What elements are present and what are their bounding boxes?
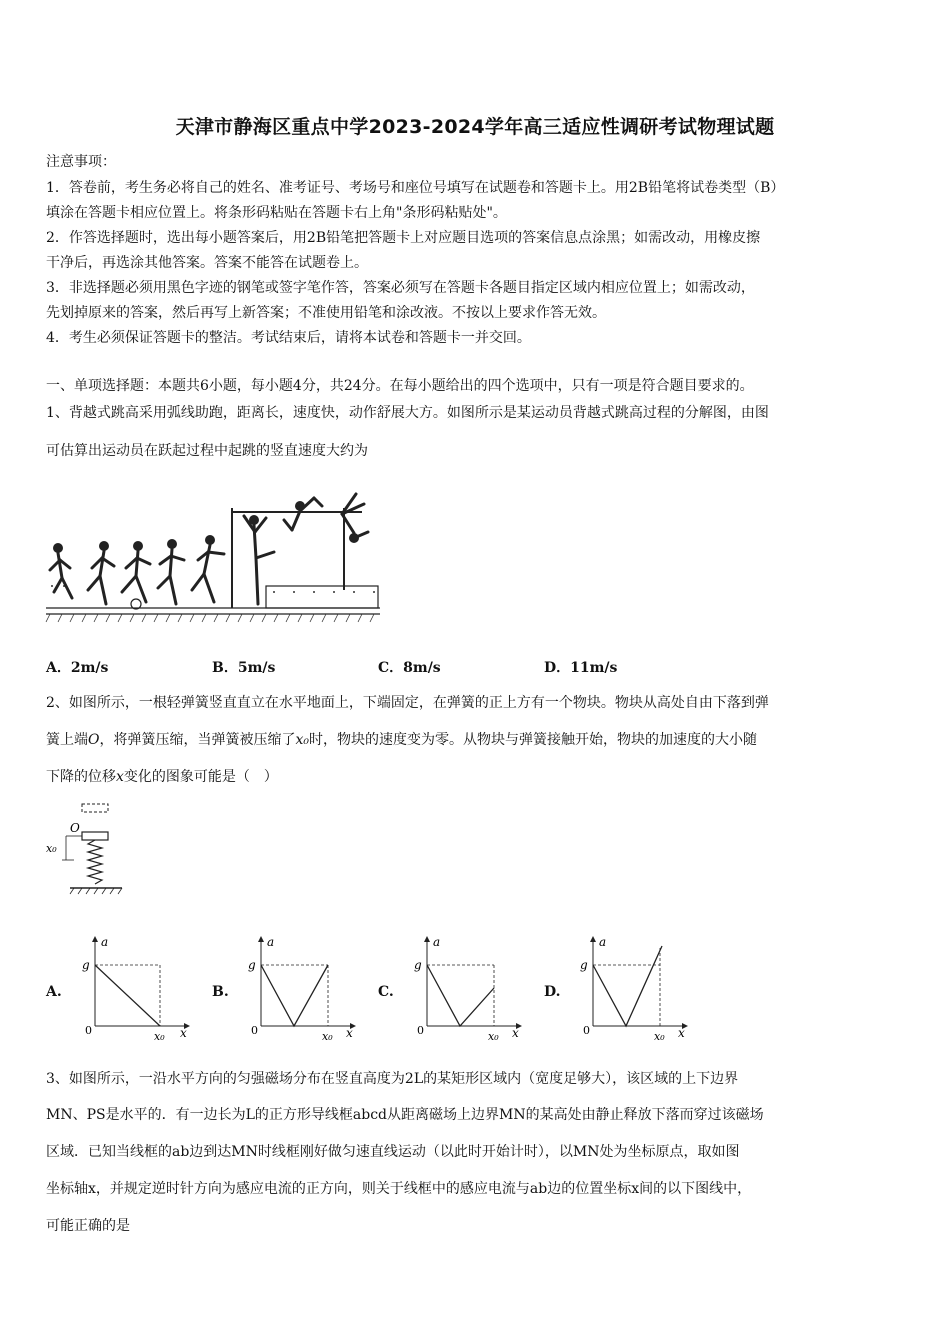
label-o: O	[70, 821, 80, 835]
graph-c	[412, 930, 527, 1045]
landing-mat	[266, 586, 378, 608]
q2-text-seg: 簧上端	[46, 732, 88, 748]
question-1-line-2: 可估算出运动员在跃起过程中起跳的竖直速度大约为	[46, 443, 368, 459]
graph-label-b[interactable]: B.	[212, 984, 229, 1000]
question-1-line-1: 1、背越式跳高采用弧线助跑，距离长，速度快，动作舒展大方。如图所示是某运动员背越式跳高过程的分解图，由图	[46, 405, 769, 421]
page-title: 天津市静海区重点中学2023-2024学年高三适应性调研考试物理试题	[175, 116, 775, 138]
tick-label-g: g	[248, 958, 256, 972]
ground-hatch	[46, 614, 374, 622]
q2-text-seg: 下降的位移	[46, 769, 116, 785]
spring-coil-icon	[88, 840, 102, 884]
graph-label-c[interactable]: C.	[378, 984, 394, 1000]
acceleration-curve	[95, 965, 160, 1026]
question-3-line-5: 可能正确的是	[46, 1218, 130, 1234]
q2-text-seg: ，将弹簧压缩，当弹簧被压缩了	[99, 732, 296, 748]
notice-line-2: 填涂在答题卡相应位置上。将条形码粘贴在答题卡右上角"条形码粘贴处"。	[46, 205, 507, 221]
q2-symbol-x: x	[116, 769, 124, 785]
graph-label-a[interactable]: A.	[46, 984, 62, 1000]
notice-line-4: 干净后，再选涂其他答案。答案不能答在试题卷上。	[46, 255, 368, 271]
notice-line-3: 2．作答选择题时，选出每小题答案后，用2B铅笔把答题卡上对应题目选项的答案信息点涂黑；如需改动，用橡皮擦	[46, 230, 761, 246]
graph-a	[80, 930, 195, 1045]
axis-label-x: x	[346, 1026, 353, 1040]
notice-line-1: 1．答卷前，考生务必将自己的姓名、准考证号、考场号和座位号填写在试题卷和答题卡上。用2B铅笔将试卷类型（B）	[46, 180, 785, 196]
graph-label-d[interactable]: D.	[544, 984, 561, 1000]
graph-d	[578, 930, 693, 1045]
axis-label-x: x	[678, 1026, 685, 1040]
athlete-sequence	[50, 494, 368, 604]
notice-line-6: 先划掉原来的答案，然后再写上新答案；不准使用铅笔和涂改液。不按以上要求作答无效。	[46, 305, 606, 321]
spring-figure	[44, 800, 134, 896]
tick-label-g: g	[580, 958, 588, 972]
graph-b	[246, 930, 361, 1045]
athlete-pose-2	[88, 541, 114, 604]
q1-option-b[interactable]: B．5m/s	[212, 660, 276, 676]
athlete-pose-7	[284, 498, 322, 530]
q1-option-a[interactable]: A．2m/s	[46, 660, 109, 676]
axis-label-a: a	[101, 935, 109, 949]
y-axis-arrow-icon	[590, 936, 596, 942]
q1-option-c[interactable]: C．8m/s	[378, 660, 441, 676]
athlete-pose-4	[158, 539, 184, 604]
question-3-line-2: MN、PS是水平的．有一边长为L的正方形导线框abcd从距离磁场上边界MN的某高处由静止释放下落而穿过该磁场	[46, 1107, 764, 1123]
q2-text-seg: 变化的图象可能是（ ）	[123, 769, 278, 785]
question-3-line-3: 区域．已知当线框的ab边到达MN时线框刚好做匀速直线运动（以此时开始计时），以MN处为坐标原点，取如图	[46, 1144, 740, 1160]
axis-label-x: x	[512, 1026, 519, 1040]
question-2-line-3	[46, 767, 916, 787]
acceleration-curve	[427, 965, 494, 1026]
tick-label-x0: x₀	[154, 1030, 165, 1043]
axis-label-a: a	[433, 935, 441, 949]
y-axis-arrow-icon	[258, 936, 264, 942]
axis-label-a: a	[267, 935, 275, 949]
athlete-pose-1	[50, 543, 72, 598]
question-2-line-1: 2、如图所示，一根轻弹簧竖直直立在水平地面上，下端固定，在弹簧的正上方有一个物块。物块从高处自由下落到弹	[46, 695, 769, 711]
athlete-pose-8	[342, 494, 368, 543]
tick-label-x0: x₀	[322, 1030, 333, 1043]
notice-line-7: 4．考生必须保证答题卡的整洁。考试结束后，请将本试卷和答题卡一并交回。	[46, 330, 531, 346]
athlete-pose-6	[244, 515, 274, 604]
tick-label-g: g	[414, 958, 422, 972]
acceleration-curve	[261, 965, 328, 1026]
q2-text-seg: 时，物块的速度变为零。从物块与弹簧接触开始，物块的加速度的大小随	[309, 732, 757, 748]
origin-label: 0	[85, 1024, 92, 1037]
question-3-line-4: 坐标轴x，并规定逆时针方向为感应电流的正方向，则关于线框中的感应电流与ab边的位置坐标x间的以下图线中，	[46, 1181, 752, 1197]
y-axis-arrow-icon	[424, 936, 430, 942]
ground-line	[46, 608, 380, 614]
q2-point-o: O	[88, 732, 100, 748]
floor-hatch	[70, 888, 122, 894]
spring-top-plate	[82, 832, 108, 840]
notice-line-5: 3．非选择题必须用黑色字迹的钢笔或签字笔作答，答案必须写在答题卡各题目指定区域内相应位置上；如需改动，	[46, 280, 755, 296]
y-axis-arrow-icon	[92, 936, 98, 942]
question-3-line-1: 3、如图所示，一沿水平方向的匀强磁场分布在竖直高度为2L的某矩形区域内（宽度足够大），该区域的上下边界	[46, 1071, 739, 1087]
athlete-pose-5	[192, 535, 224, 602]
axis-label-x: x	[180, 1026, 187, 1040]
q1-option-d[interactable]: D．11m/s	[544, 660, 618, 676]
label-x0: x₀	[46, 842, 57, 855]
tick-label-x0: x₀	[654, 1030, 665, 1043]
origin-label: 0	[417, 1024, 424, 1037]
high-jump-figure	[44, 480, 384, 630]
tick-label-g: g	[82, 958, 90, 972]
origin-label: 0	[583, 1024, 590, 1037]
acceleration-curve	[593, 946, 662, 1026]
q2-symbol-x0: x₀	[295, 732, 309, 748]
athlete-pose-3	[122, 541, 150, 602]
question-2-line-2	[46, 730, 916, 750]
origin-label: 0	[251, 1024, 258, 1037]
notice-heading: 注意事项：	[46, 154, 116, 170]
section-heading: 一、单项选择题：本题共6小题，每小题4分，共24分。在每小题给出的四个选项中，只有一项是符合题目要求的。	[46, 378, 754, 394]
falling-block-icon	[82, 804, 108, 812]
tick-label-x0: x₀	[488, 1030, 499, 1043]
axis-label-a: a	[599, 935, 607, 949]
